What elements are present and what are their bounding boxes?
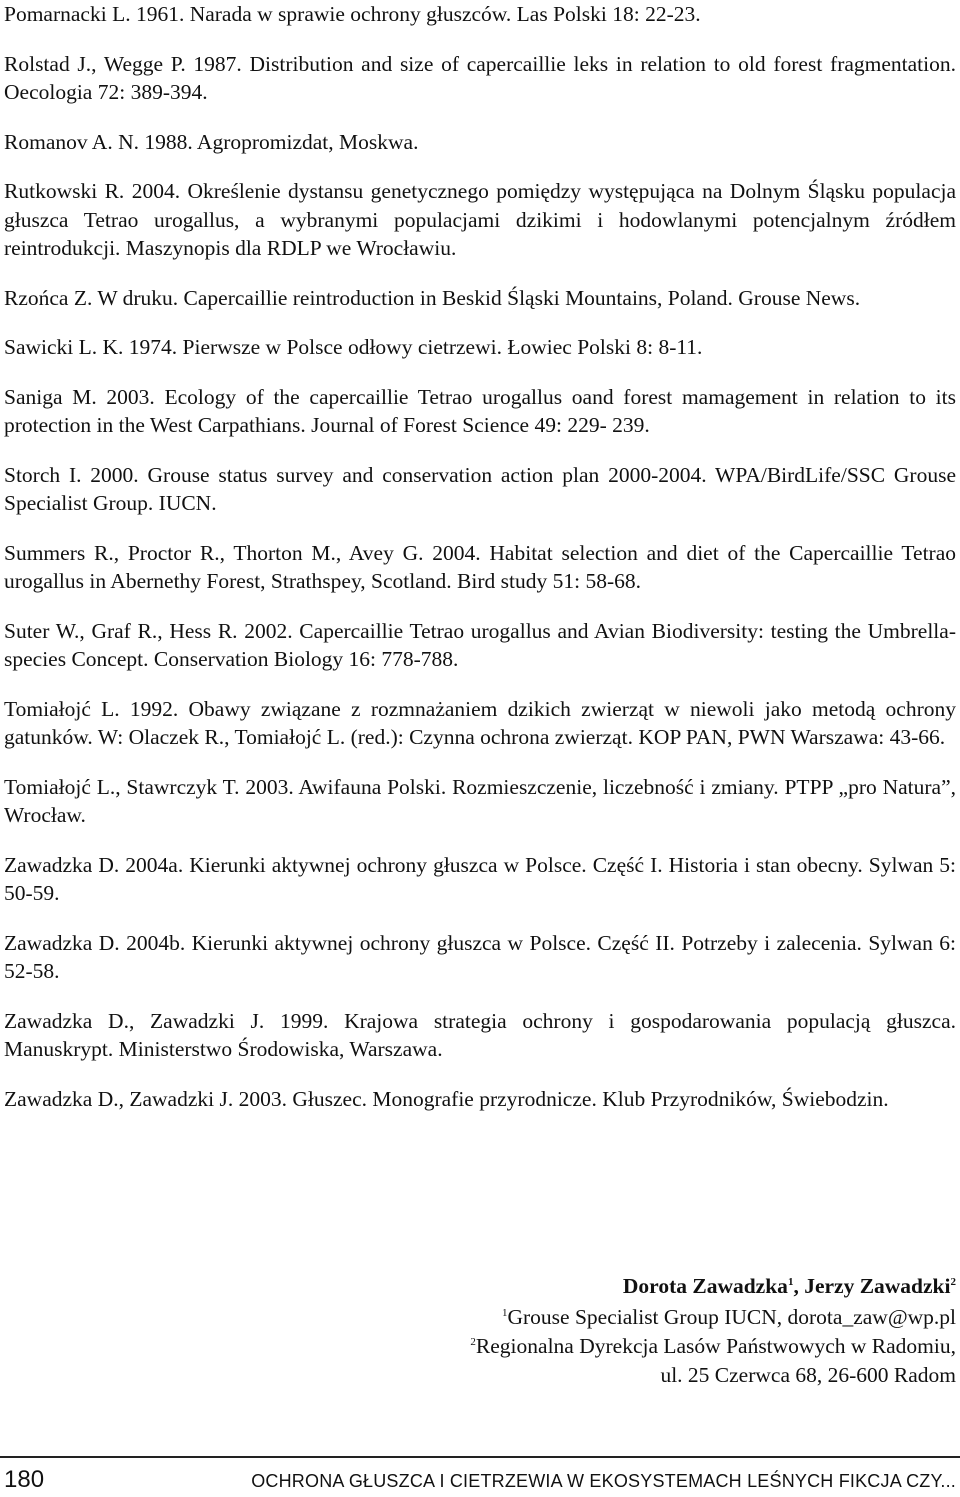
running-title: OCHRONA GŁUSZCA I CIETRZEWIA W EKOSYSTEMACH LEŚNYCH FIKCJA CZY... xyxy=(251,1471,956,1491)
reference-entry: Tomiałojć L., Stawrczyk T. 2003. Awifauna Polski. Rozmieszczenie, liczebność i zmiany. PTPP „pro Natura”, Wrocław. xyxy=(4,774,956,827)
reference-entry: Zawadzka D. 2004b. Kierunki aktywnej ochrony głuszca w Polsce. Część II. Potrzeby i zalecenia. Sylwan 6: 52-58. xyxy=(4,930,956,983)
affiliation-marker: 1 xyxy=(501,1306,508,1319)
author-block xyxy=(336,1272,956,1390)
reference-entry: Storch I. 2000. Grouse status survey and conservation action plan 2000-2004. WPA/BirdLife/SSC Grouse Specialist Group. IUCN. xyxy=(4,462,956,515)
author-separator: , xyxy=(793,1274,805,1298)
affiliation-marker: 2 xyxy=(470,1335,476,1348)
affiliation-marker: 2 xyxy=(950,1275,956,1288)
affiliation-marker: 1 xyxy=(787,1275,794,1288)
affiliation-2 xyxy=(336,1332,956,1361)
author-names xyxy=(336,1272,956,1301)
reference-entry: Zawadzka D., Zawadzki J. 1999. Krajowa strategia ochrony i gospodarowania populacją głuszca. Manuskrypt. Ministerstwo Środowiska, Warszawa. xyxy=(4,1008,956,1061)
reference-entry: Rzońca Z. W druku. Capercaillie reintroduction in Beskid Śląski Mountains, Poland. Grouse News. xyxy=(4,285,861,310)
footer-divider xyxy=(0,1456,960,1458)
author-name: Dorota Zawadzka xyxy=(622,1274,788,1298)
reference-entry: Zawadzka D., Zawadzki J. 2003. Głuszec. Monografie przyrodnicze. Klub Przyrodników, Świebodzin. xyxy=(4,1086,889,1111)
reference-entry: Tomiałojć L. 1992. Obawy związane z rozmnażaniem dzikich zwierząt w niewoli jako metodą ochrony gatunków. W: Olaczek R., Tomiałojć L. (red.): Czynna ochrona zwierząt. KOP PAN, PWN Warszawa: 43-66. xyxy=(4,696,956,749)
reference-entry: Pomarnacki L. 1961. Narada w sprawie ochrony głuszców. Las Polski 18: 22-23. xyxy=(4,2,701,26)
reference-entry: Sawicki L. K. 1974. Pierwsze w Polsce odłowy cietrzewi. Łowiec Polski 8: 8-11. xyxy=(4,335,703,359)
affiliation-text: Regionalna Dyrekcja Lasów Państwowych w Radomiu, xyxy=(475,1334,956,1358)
reference-entry: Rolstad J., Wegge P. 1987. Distribution and size of capercaillie leks in relation to old forest fragmentation. Oecologia 72: 389-394. xyxy=(4,51,956,104)
reference-entry: Zawadzka D. 2004a. Kierunki aktywnej ochrony głuszca w Polsce. Część I. Historia i stan obecny. Sylwan 5: 50-59. xyxy=(4,852,956,905)
reference-entry: Romanov A. N. 1988. Agropromizdat, Moskwa. xyxy=(4,129,419,154)
reference-list xyxy=(4,0,956,1134)
reference-entry: Summers R., Proctor R., Thorton M., Avey G. 2004. Habitat selection and diet of the Capercaillie Tetrao urogallus in Abernethy Forest, Strathspey, Scotland. Bird study 51: 58-68. xyxy=(4,540,956,593)
affiliation-2-address: ul. 25 Czerwca 68, 26-600 Radom xyxy=(660,1363,956,1387)
affiliation-1 xyxy=(336,1303,956,1332)
page-footer xyxy=(4,1466,956,1496)
reference-entry: Suter W., Graf R., Hess R. 2002. Capercaillie Tetrao urogallus and Avian Biodiversity: testing the Umbrella-species Concept. Conservation Biology 16: 778-788. xyxy=(4,618,956,671)
affiliation-text: Grouse Specialist Group IUCN, dorota_zaw@wp.pl xyxy=(507,1305,956,1329)
reference-entry: Rutkowski R. 2004. Określenie dystansu genetycznego pomiędzy występująca na Dolnym Śląsku populacja głuszca Tetrao urogallus, a wybranymi populacjami dzikimi i hodowlanymi potencjalnym źródłem reintrodukcji. Maszynopis dla RDLP we Wrocławiu. xyxy=(4,179,956,260)
reference-entry: Saniga M. 2003. Ecology of the capercaillie Tetrao urogallus oand forest mamagement in relation to its protection in the West Carpathians. Journal of Forest Science 49: 229- 239. xyxy=(4,384,956,437)
author-name: Jerzy Zawadzki xyxy=(804,1274,951,1298)
page-number: 180 xyxy=(4,1466,45,1493)
